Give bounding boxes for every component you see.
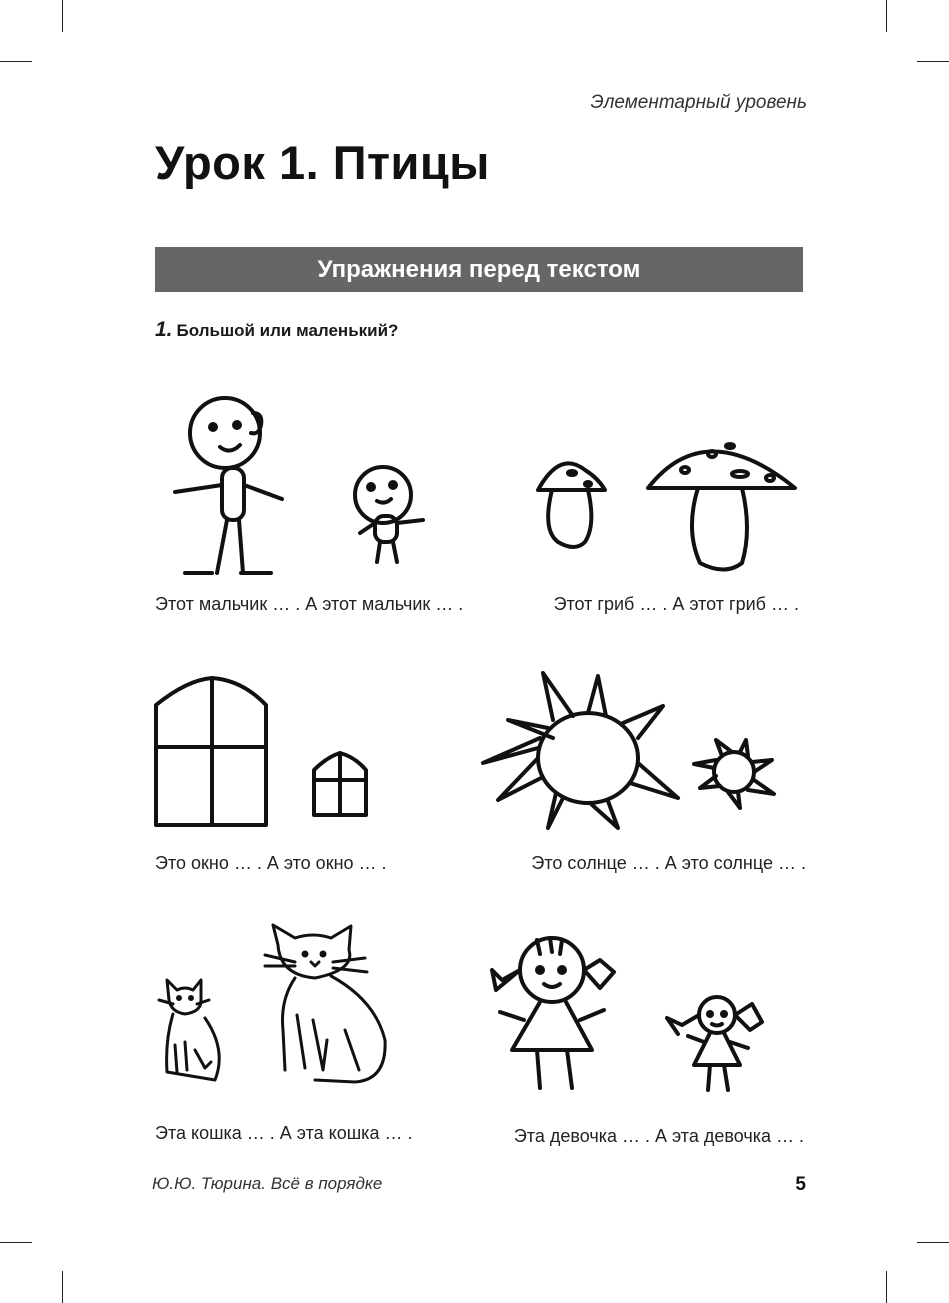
exercise-number: 1. bbox=[155, 318, 173, 341]
section-banner-label: Упражнения перед текстом bbox=[317, 255, 641, 283]
crop-mark bbox=[917, 1242, 949, 1243]
crop-mark bbox=[886, 0, 887, 32]
crop-mark bbox=[917, 61, 949, 62]
crop-mark bbox=[886, 1271, 887, 1303]
exercise-heading bbox=[155, 318, 398, 342]
girls-drawing bbox=[482, 930, 777, 1095]
caption-boys: Этот мальчик … . А этот мальчик … . bbox=[155, 594, 464, 614]
section-banner bbox=[155, 247, 803, 292]
footer-book-title: Ю.Ю. Тюрина. Всё в порядке bbox=[152, 1174, 383, 1193]
suns-drawing bbox=[478, 668, 783, 836]
boys-drawing bbox=[165, 395, 440, 585]
exercise-prompt: Большой или маленький? bbox=[176, 321, 399, 340]
crop-mark bbox=[62, 1271, 63, 1303]
crop-mark bbox=[0, 1242, 32, 1243]
page-number: 5 bbox=[795, 1174, 806, 1195]
crop-mark bbox=[0, 61, 32, 62]
lesson-title: Урок 1. Птицы bbox=[155, 136, 490, 189]
running-header: Элементарный уровень bbox=[590, 92, 807, 113]
caption-girls: Эта девочка … . А эта девочка … . bbox=[513, 1126, 804, 1146]
cats-drawing bbox=[155, 920, 390, 1095]
windows-drawing bbox=[152, 675, 377, 835]
caption-cats: Эта кошка … . А эта кошка … . bbox=[155, 1123, 413, 1143]
caption-suns: Это солнце … . А это солнце … . bbox=[531, 853, 806, 873]
caption-mushrooms: Этот гриб … . А этот гриб … . bbox=[553, 594, 799, 614]
crop-mark bbox=[62, 0, 63, 32]
caption-windows: Это окно … . А это окно … . bbox=[155, 853, 387, 873]
mushrooms-drawing bbox=[530, 430, 800, 575]
